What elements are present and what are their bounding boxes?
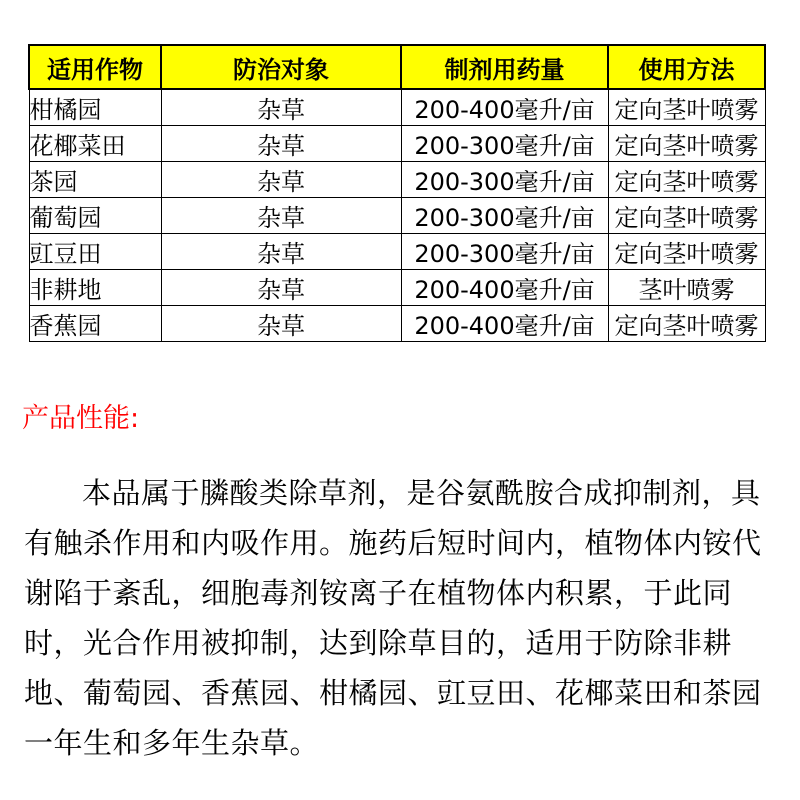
cell-crop: 香蕉园 — [29, 306, 161, 342]
table-row — [29, 270, 765, 306]
cell-target: 杂草 — [161, 306, 401, 342]
cell-method: 茎叶喷雾 — [608, 270, 765, 306]
cell-dose: 200-300毫升/亩 — [401, 234, 608, 270]
table-row — [29, 162, 765, 198]
cell-method: 定向茎叶喷雾 — [608, 306, 765, 342]
header-target: 防治对象 — [161, 45, 401, 89]
cell-crop: 葡萄园 — [29, 198, 161, 234]
header-method: 使用方法 — [608, 45, 765, 89]
cell-target: 杂草 — [161, 89, 401, 126]
usage-table — [28, 44, 766, 342]
cell-method: 定向茎叶喷雾 — [608, 234, 765, 270]
cell-dose: 200-300毫升/亩 — [401, 198, 608, 234]
cell-target: 杂草 — [161, 234, 401, 270]
cell-dose: 200-400毫升/亩 — [401, 306, 608, 342]
cell-crop: 茶园 — [29, 162, 161, 198]
cell-crop: 花椰菜田 — [29, 126, 161, 162]
cell-crop: 柑橘园 — [29, 89, 161, 126]
cell-method: 定向茎叶喷雾 — [608, 126, 765, 162]
product-description: 本品属于膦酸类除草剂，是谷氨酰胺合成抑制剂，具有触杀作用和内吸作用。施药后短时间内，植物体内铵代谢陷于紊乱，细胞毒剂铵离子在植物体内积累，于此同时，光合作用被抑制，达到除草目的，适用于防除非耕地、葡萄园、香蕉园、柑橘园、豇豆田、花椰菜田和茶园一年生和多年生杂草。 — [24, 476, 762, 760]
table-row — [29, 126, 765, 162]
table-row — [29, 198, 765, 234]
cell-dose: 200-300毫升/亩 — [401, 162, 608, 198]
table-row — [29, 306, 765, 342]
cell-dose: 200-400毫升/亩 — [401, 270, 608, 306]
cell-crop: 豇豆田 — [29, 234, 161, 270]
cell-target: 杂草 — [161, 270, 401, 306]
cell-dose: 200-300毫升/亩 — [401, 126, 608, 162]
cell-target: 杂草 — [161, 198, 401, 234]
header-dose: 制剂用药量 — [401, 45, 608, 89]
table-row — [29, 234, 765, 270]
section-heading: 产品性能: — [22, 403, 140, 434]
cell-target: 杂草 — [161, 126, 401, 162]
cell-method: 定向茎叶喷雾 — [608, 89, 765, 126]
cell-target: 杂草 — [161, 162, 401, 198]
table-row — [29, 89, 765, 126]
header-crop: 适用作物 — [29, 45, 161, 89]
table-body — [29, 89, 765, 342]
cell-crop: 非耕地 — [29, 270, 161, 306]
table-header-row — [29, 45, 765, 89]
cell-dose: 200-400毫升/亩 — [401, 89, 608, 126]
cell-method: 定向茎叶喷雾 — [608, 162, 765, 198]
cell-method: 定向茎叶喷雾 — [608, 198, 765, 234]
